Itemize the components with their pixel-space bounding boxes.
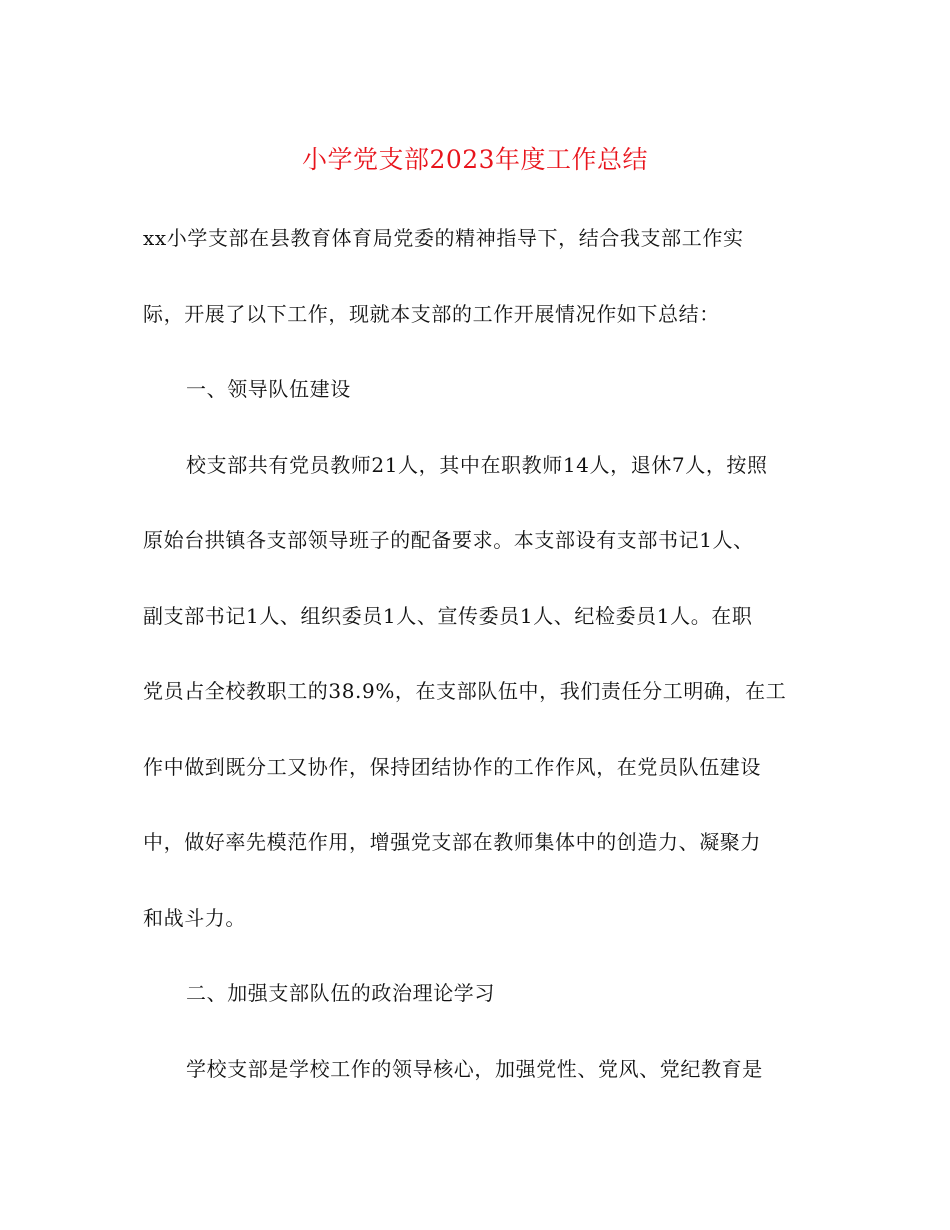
paragraph-line: 际，开展了以下工作，现就本支部的工作开展情况作如下总结： [143, 302, 720, 326]
paragraph-line: 学校支部是学校工作的领导核心，加强党性、党风、党纪教育是 [186, 1057, 763, 1081]
paragraph-line: 作中做到既分工又协作，保持团结协作的工作作风，在党员队伍建设 [143, 755, 761, 779]
document-title: 小学党支部2023年度工作总结 [301, 145, 649, 174]
paragraph-line: 党员占全校教职工的38.9%，在支部队伍中，我们责任分工明确，在工 [143, 679, 787, 703]
section-heading: 二、加强支部队伍的政治理论学习 [186, 981, 495, 1005]
paragraph-line: xx小学支部在县教育体育局党委的精神指导下，结合我支部工作实 [143, 226, 744, 250]
paragraph-line: 原始台拱镇各支部领导班子的配备要求。本支部设有支部书记1人、 [143, 528, 754, 552]
paragraph-line: 中，做好率先模范作用，增强党支部在教师集体中的创造力、凝聚力 [143, 830, 761, 854]
paragraph-line: 副支部书记1人、组织委员1人、宣传委员1人、纪检委员1人。在职 [143, 604, 753, 628]
paragraph-line: 和战斗力。 [143, 906, 246, 930]
section-heading: 一、领导队伍建设 [186, 377, 351, 401]
paragraph-line: 校支部共有党员教师21人，其中在职教师14人，退休7人，按照 [186, 453, 768, 477]
